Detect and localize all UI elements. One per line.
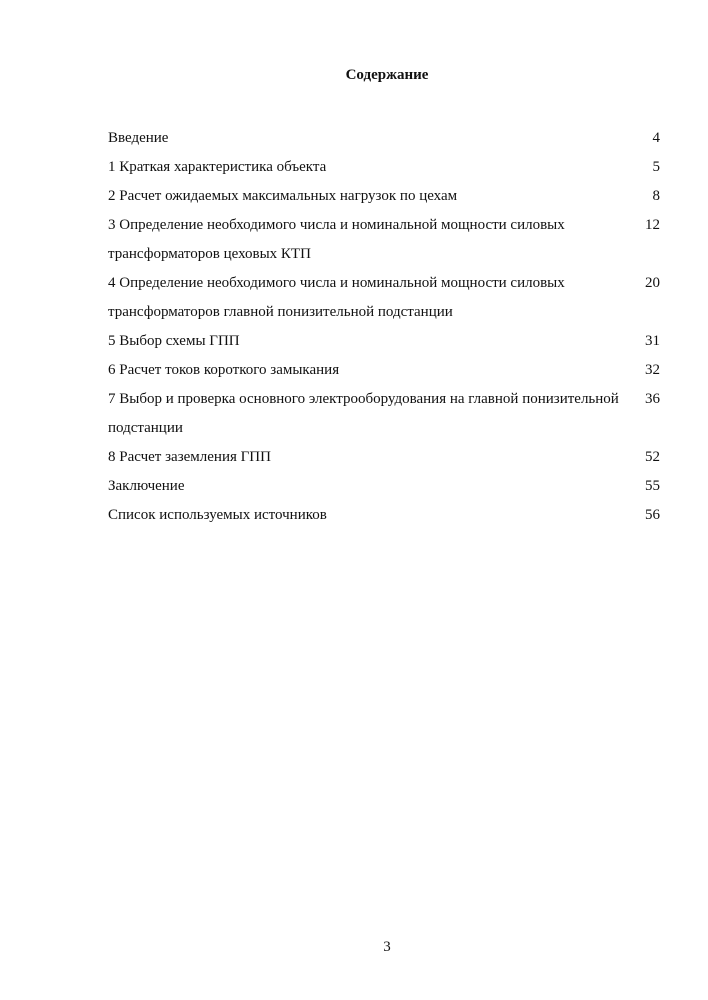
- toc-entry-7: [108, 385, 660, 443]
- toc-entry-text: Заключение: [108, 478, 185, 494]
- toc-entry-text: 6 Расчет токов короткого замыкания: [108, 362, 340, 378]
- toc-title: Содержание: [345, 67, 429, 83]
- toc-entry-references: [108, 501, 660, 530]
- toc-entry-page: 12: [645, 217, 660, 233]
- toc-entry-page: 56: [645, 507, 660, 523]
- toc-entry-text: 1 Краткая характеристика объекта: [108, 159, 327, 175]
- toc-entry-page: 5: [652, 159, 660, 175]
- toc-entry-text: 3 Определение необходимого числа и номинальной мощности силовых трансформаторов цеховых КТП: [108, 217, 565, 262]
- toc-entry-text: 5 Выбор схемы ГПП: [108, 333, 240, 349]
- table-of-contents: [108, 124, 660, 530]
- toc-entry-1: [108, 153, 660, 182]
- toc-entry-2: [108, 182, 660, 211]
- toc-entry-conclusion: [108, 472, 660, 501]
- toc-entry-text: 8 Расчет заземления ГПП: [108, 449, 271, 465]
- toc-entry-3: [108, 211, 660, 269]
- toc-entry-page: 20: [645, 275, 660, 291]
- toc-entry-page: 55: [645, 478, 660, 494]
- toc-entry-page: 52: [645, 449, 660, 465]
- toc-entry-text: 2 Расчет ожидаемых максимальных нагрузок по цехам: [108, 188, 458, 204]
- toc-entry-page: 31: [645, 333, 660, 349]
- toc-entry-page: 4: [652, 130, 660, 146]
- toc-entry-text: 4 Определение необходимого числа и номинальной мощности силовых трансформаторов главной понизительной подстанции: [108, 275, 565, 320]
- page-number: 3: [383, 939, 391, 955]
- toc-entry-text: 7 Выбор и проверка основного электрооборудования на главной понизительной подстанции: [108, 391, 619, 436]
- toc-entry-page: 36: [645, 391, 660, 407]
- toc-entry-6: [108, 356, 660, 385]
- toc-entry-introduction: [108, 124, 660, 153]
- toc-entry-page: 8: [652, 188, 660, 204]
- toc-entry-4: [108, 269, 660, 327]
- toc-entry-5: [108, 327, 660, 356]
- toc-entry-page: 32: [645, 362, 660, 378]
- toc-entry-text: Список используемых источников: [108, 507, 327, 523]
- toc-entry-text: Введение: [108, 130, 169, 146]
- toc-entry-8: [108, 443, 660, 472]
